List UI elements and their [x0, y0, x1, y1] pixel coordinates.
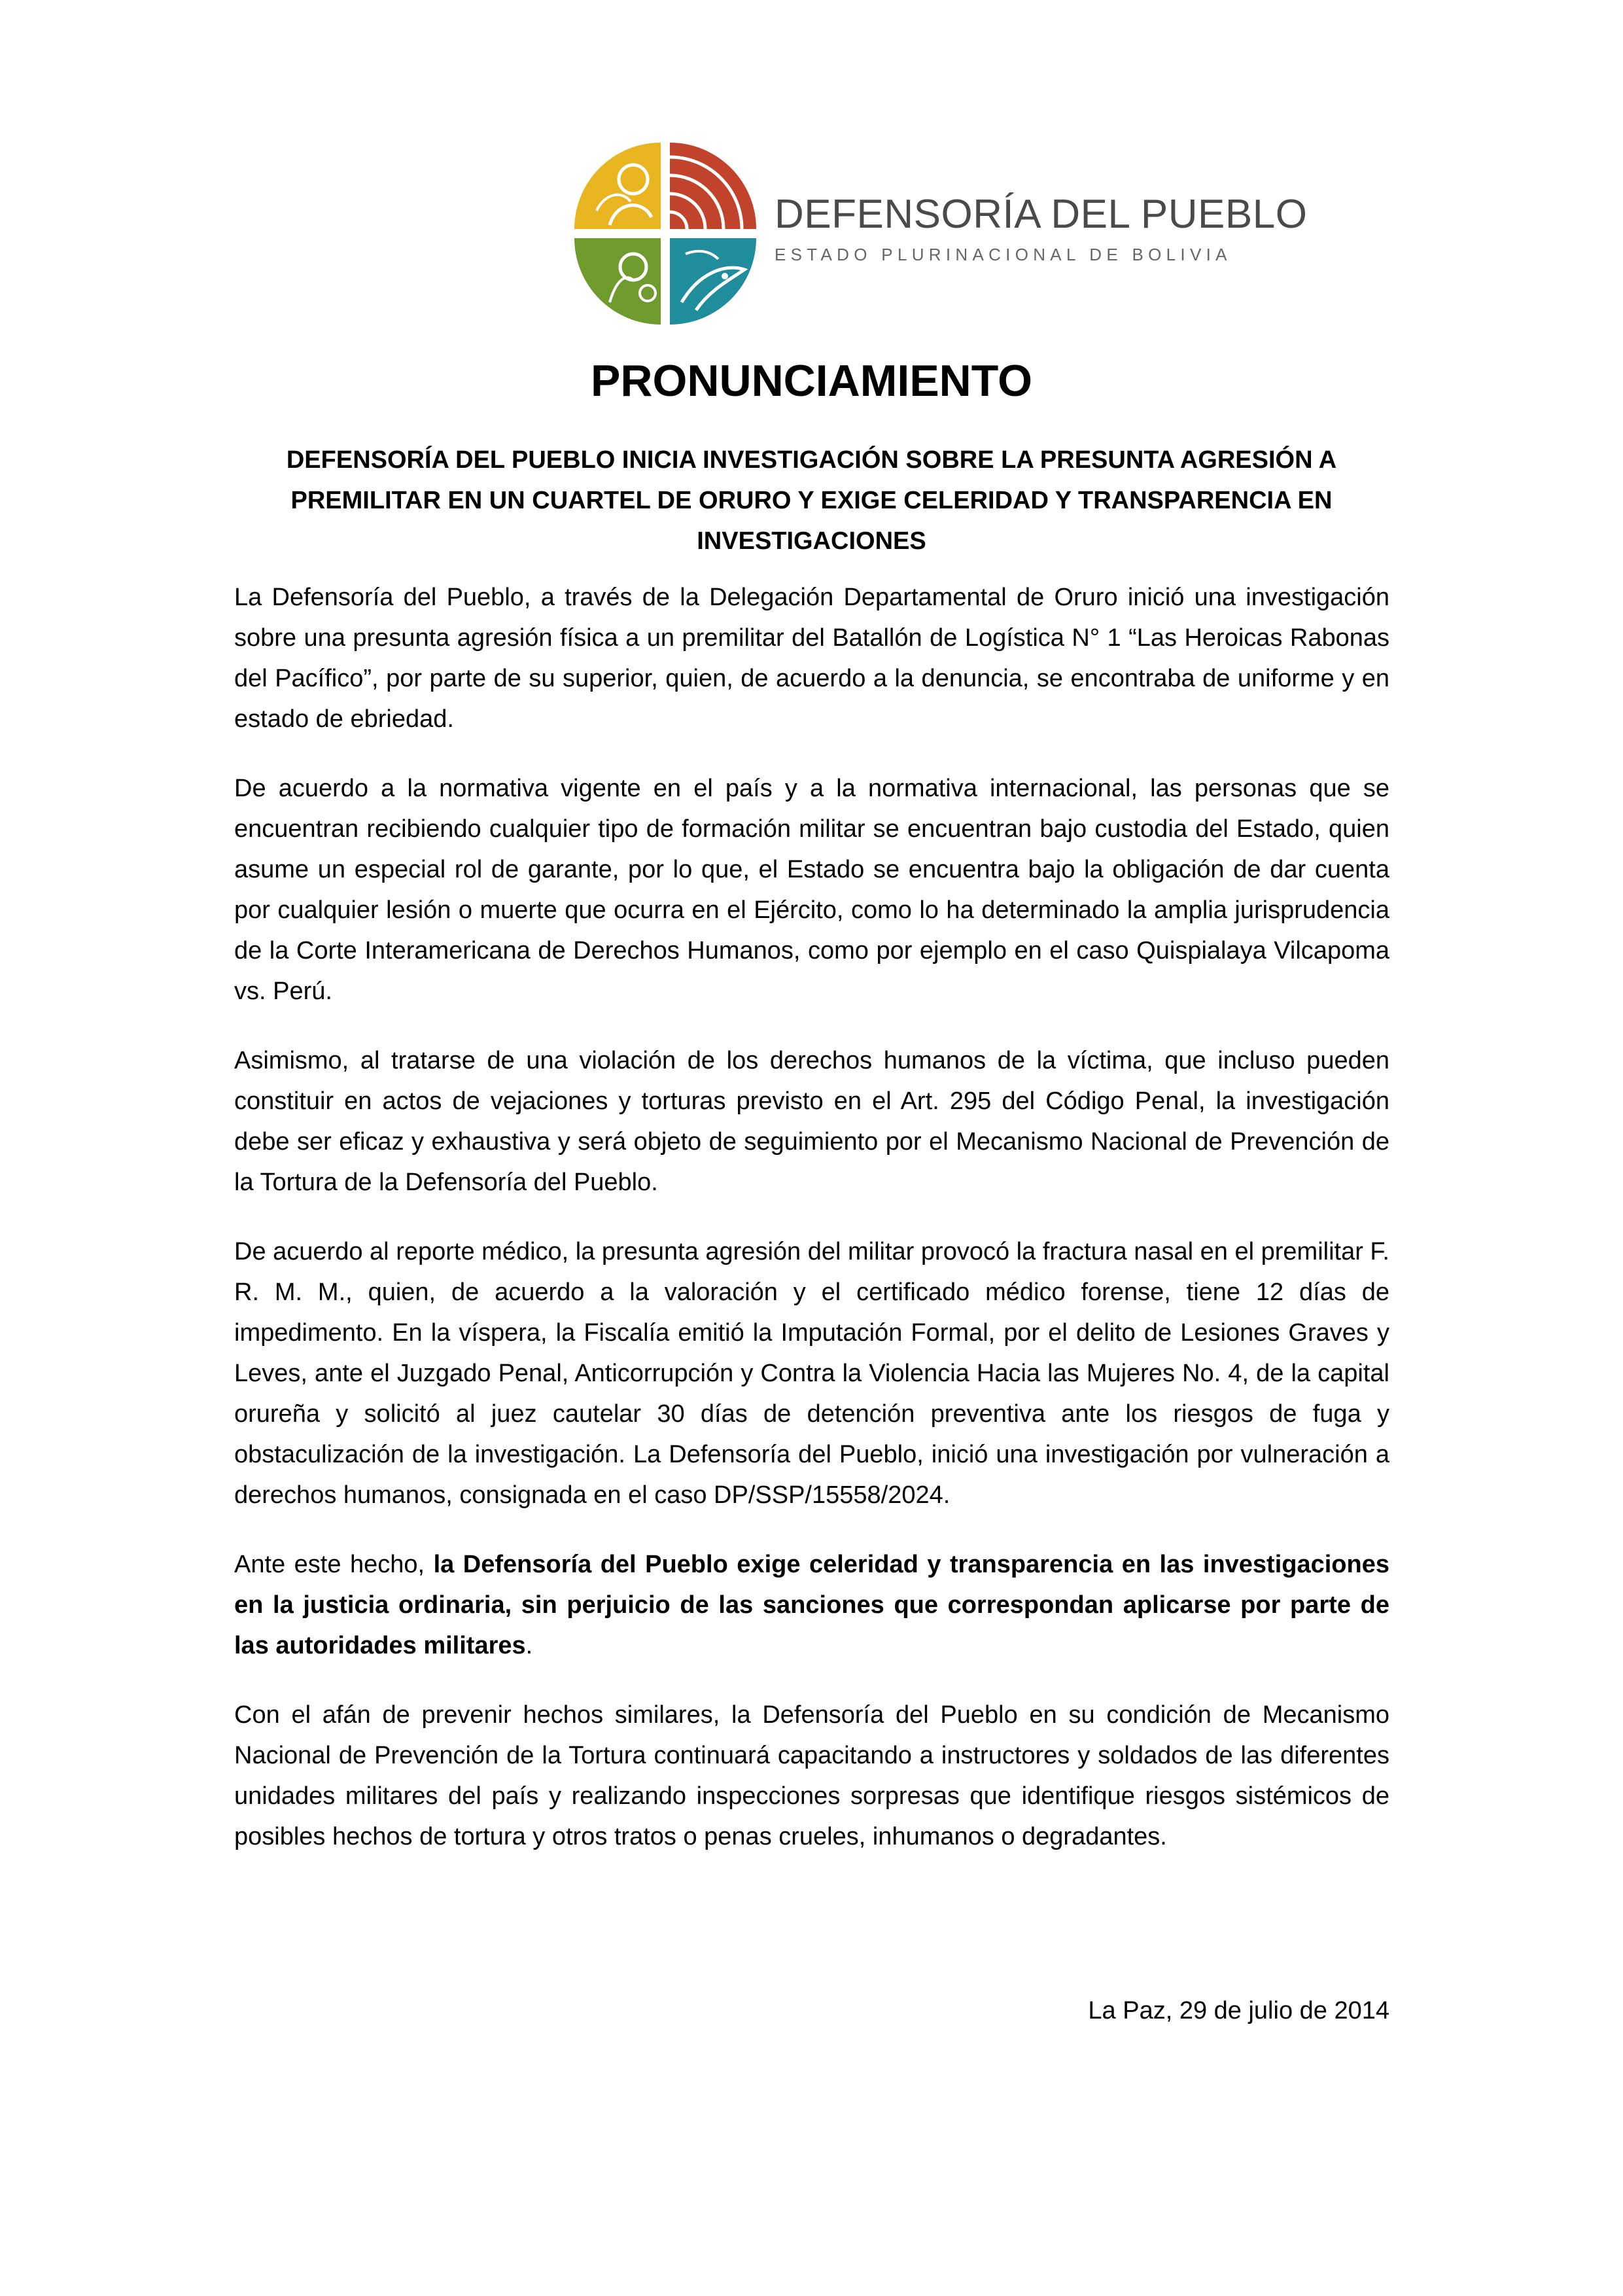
paragraph-1: La Defensoría del Pueblo, a través de la Delegación Departamental de Oruro inició una investigación sobre una presunta agresión física a un premilitar del Batallón de Logística N° 1 “Las Heroicas Rabonas del Pacífico”, por parte de su superior, quien, de acuerdo a la denuncia, se encontraba de uniforme y en estado de ebriedad.: [234, 584, 1389, 733]
logo-title: DEFENSORÍA DEL PUEBLO: [775, 192, 1308, 237]
document-heading: PRONUNCIAMIENTO: [591, 356, 1032, 406]
document-body: [234, 577, 1389, 1857]
defensoria-emblem-icon: [570, 139, 760, 328]
paragraph-4: De acuerdo al reporte médico, la presunta agresión del militar provocó la fractura nasal en el premilitar F. R. M. M., quien, de acuerdo a la valoración y el certificado médico forense, tiene 12 días de impedimento. En la víspera, la Fiscalía emitió la Imputación Formal, por el delito de Lesiones Graves y Leves, ante el Juzgado Penal, Anticorrupción y Contra la Violencia Hacia las Mujeres No. 4, de la capital orureña y solicitó al juez cautelar 30 días de detención preventiva ante los riesgos de fuga y obstaculización de la investigación. La Defensoría del Pueblo, inició una investigación por vulneración a derechos humanos, consignada en el caso DP/SSP/15558/2024.: [234, 1238, 1389, 1509]
place-and-date: La Paz, 29 de julio de 2014: [1088, 1997, 1389, 2024]
paragraph-5-end: .: [525, 1632, 533, 1659]
paragraph-5: [234, 1544, 1389, 1666]
paragraph-5-intro: Ante este hecho,: [234, 1551, 434, 1578]
paragraph-2: De acuerdo a la normativa vigente en el país y a la normativa internacional, las personas que se encuentran recibiendo cualquier tipo de formación militar se encuentran bajo custodia del Estado, quien asume un especial rol de garante, por lo que, el Estado se encuentra bajo la obligación de dar cuenta por cualquier lesión o muerte que ocurra en el Ejército, como lo ha determinado la amplia jurisprudencia de la Corte Interamericana de Derechos Humanos, como por ejemplo en el caso Quispialaya Vilcapoma vs. Perú.: [234, 775, 1389, 1005]
paragraph-3: Asimismo, al tratarse de una violación de los derechos humanos de la víctima, que incluso pueden constituir en actos de vejaciones y torturas previsto en el Art. 295 del Código Penal, la investigación debe ser eficaz y exhaustiva y será objeto de seguimiento por el Mecanismo Nacional de Prevención de la Tortura de la Defensoría del Pueblo.: [234, 1047, 1389, 1196]
document-subheading: DEFENSORÍA DEL PUEBLO INICIA INVESTIGACIÓN SOBRE LA PRESUNTA AGRESIÓN A PREMILITAR EN UN CUARTEL DE ORURO Y EXIGE CELERIDAD Y TRANSPARENCIA EN INVESTIGACIONES: [286, 446, 1337, 555]
institution-logo: [570, 139, 1308, 328]
logo-wordmark: [775, 191, 1308, 266]
logo-subtitle: ESTADO PLURINACIONAL DE BOLIVIA: [775, 245, 1232, 264]
paragraph-5-emphasis: la Defensoría del Pueblo exige celeridad y transparencia en las investigaciones en la justicia ordinaria, sin perjuicio de las sanciones que correspondan aplicarse por parte de las autoridades militares: [234, 1551, 1390, 1659]
paragraph-6: Con el afán de prevenir hechos similares, la Defensoría del Pueblo en su condición de Mecanismo Nacional de Prevención de la Tortura continuará capacitando a instructores y soldados de las diferentes unidades militares del país y realizando inspecciones sorpresas que identifique riesgos sistémicos de posibles hechos de tortura y otros tratos o penas crueles, inhumanos o degradantes.: [234, 1701, 1389, 1850]
